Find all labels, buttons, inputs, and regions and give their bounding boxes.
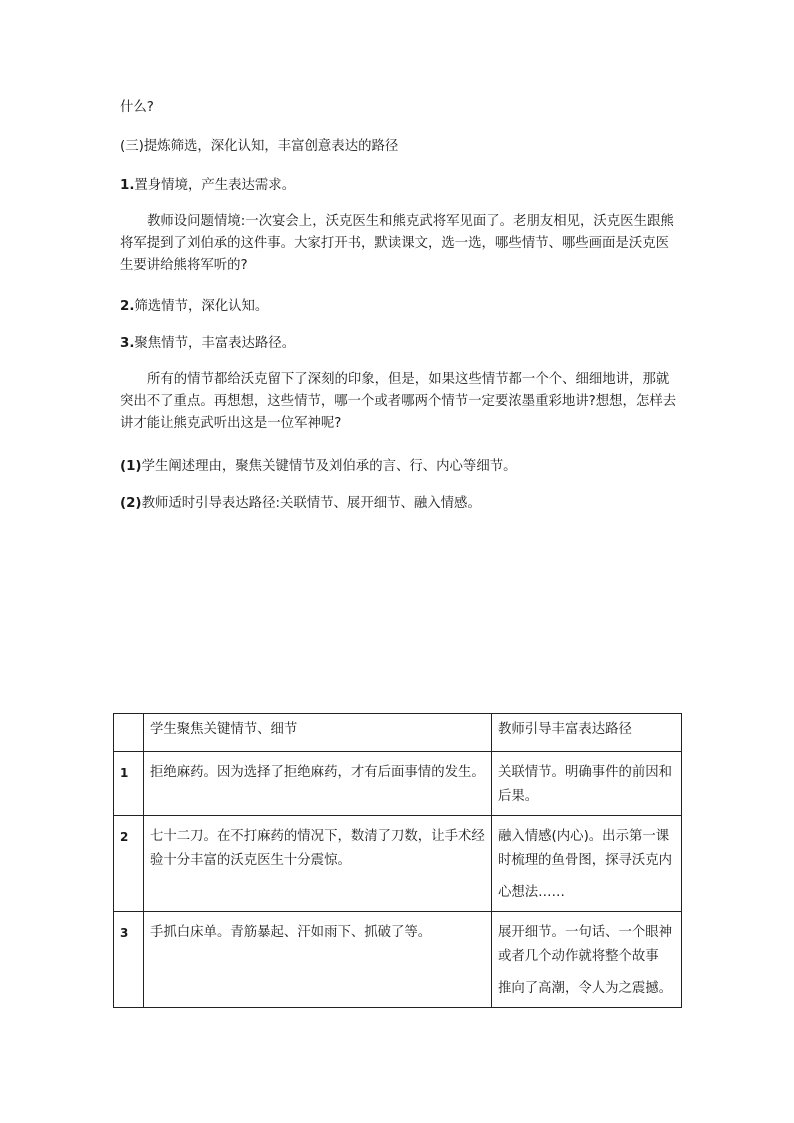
row-index: 2 (114, 816, 144, 912)
table-row (114, 752, 682, 816)
detail-path-table (113, 713, 682, 1008)
step-text: 筛选情节，深化认知。 (134, 299, 269, 314)
body-paragraph: 所有的情节都给沃克留下了深刻的印象，但是，如果这些情节都一个个、细细地讲，那就突出不了重点。再想想，这些情节，哪一个或者哪两个情节一定要浓墨重彩地讲?想想，怎样去讲才能让熊克武听出这是一位军神呢? (120, 372, 677, 431)
row-index: 3 (114, 912, 144, 1008)
sub-step-text: 学生阐述理由，聚焦关键情节及刘伯承的言、行、内心等细节。 (141, 459, 517, 474)
step-text: 置身情境，产生表达需求。 (134, 178, 296, 193)
sub-step-2 (120, 493, 680, 515)
table-header-row (114, 714, 682, 752)
path-cell (492, 816, 682, 912)
detail-cell: 拒绝麻药。因为选择了拒绝麻药，才有后面事情的发生。 (144, 752, 492, 816)
path-text-continued: 心想法…… (498, 885, 565, 900)
table-row (114, 816, 682, 912)
path-cell (492, 912, 682, 1008)
step-2-heading (120, 296, 680, 318)
step-number: 1. (120, 178, 135, 193)
detail-cell: 手抓白床单。青筋暴起、汗如雨下、抓破了等。 (144, 912, 492, 1008)
paragraph-continuation: 什么? (120, 100, 154, 115)
path-text-continued: 推向了高潮，令人为之震撼。 (498, 981, 673, 996)
step-3-heading (120, 333, 680, 355)
step-text: 聚焦情节，丰富表达路径。 (134, 336, 296, 351)
body-paragraph: 教师设问题情境:一次宴会上，沃克医生和熊克武将军见面了。老朋友相见，沃克医生跟熊将军提到了刘伯承的这件事。大家打开书，默读课文，选一选，哪些情节、哪些画面是沃克医生要讲给熊将军听的? (120, 214, 674, 273)
detail-cell: 七十二刀。在不打麻药的情况下，数清了刀数，让手术经验十分丰富的沃克医生十分震惊。 (144, 816, 492, 912)
table-header-cell (114, 714, 144, 752)
row-index: 1 (114, 752, 144, 816)
step-1-heading (120, 175, 680, 197)
table-header-cell: 学生聚焦关键情节、细节 (144, 714, 492, 752)
path-text: 关联情节。明确事件的前因和后果。 (498, 765, 673, 804)
step-number: 2. (120, 299, 135, 314)
step-number: 3. (120, 336, 135, 351)
sub-step-number: (2) (120, 496, 142, 511)
path-text: 融入情感(内心)。出示第一课时梳理的鱼骨图，探寻沃克内 (498, 829, 673, 868)
sub-step-text: 教师适时引导表达路径:关联情节、展开细节、融入情感。 (141, 496, 481, 511)
sub-step-number: (1) (120, 459, 142, 474)
path-text: 展开细节。一句话、一个眼神或者几个动作就将整个故事 (498, 925, 673, 964)
table-header-cell: 教师引导丰富表达路径 (492, 714, 682, 752)
table-row (114, 912, 682, 1008)
section-heading: (三)提炼筛选，深化认知，丰富创意表达的路径 (120, 139, 399, 154)
path-cell (492, 752, 682, 816)
sub-step-1 (120, 456, 680, 478)
